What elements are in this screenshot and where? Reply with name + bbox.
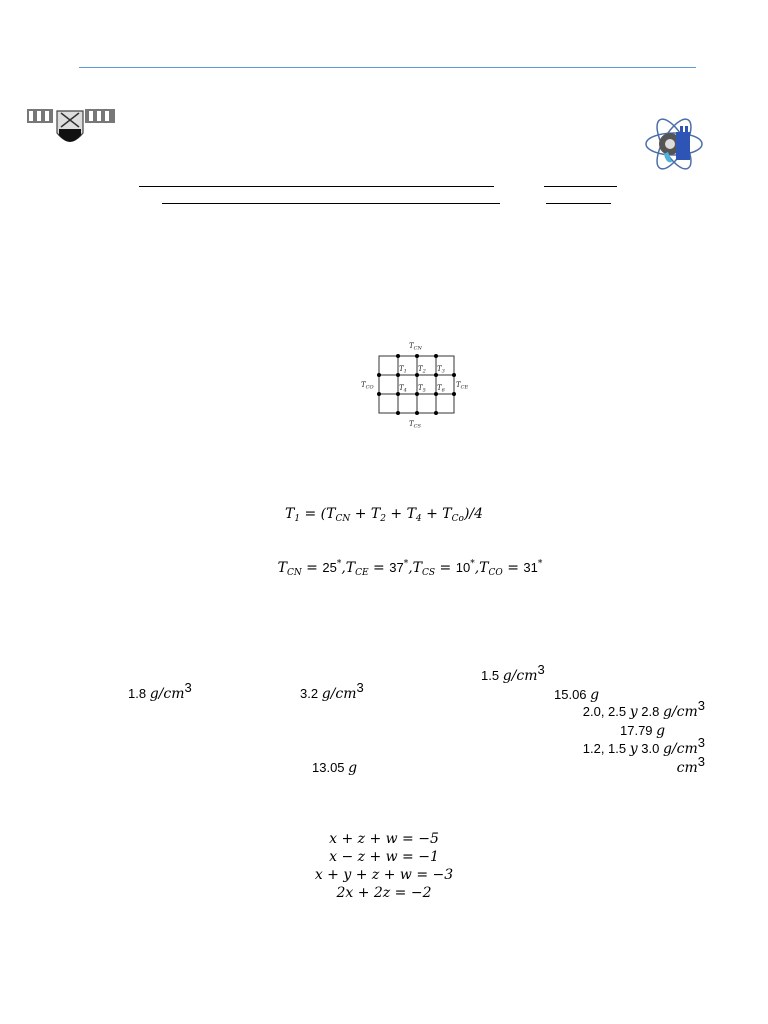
title-blank-line-4 bbox=[546, 203, 611, 204]
equation-system-line-3: x + y + z + w = −3 bbox=[314, 867, 454, 883]
density-value-2: 1.8 $g/cm^3$ bbox=[128, 680, 192, 702]
grid-node-t4: $T_4$ bbox=[399, 384, 407, 394]
grid-node-t5: $T_5$ bbox=[418, 384, 426, 394]
title-blank-line-2 bbox=[544, 186, 617, 187]
boundary-values: $T_{CN} = 25^*,T_{CE} = 37^*,T_{CS} = 10^*,T_{CO} = 31^*$ bbox=[277, 559, 543, 578]
grid-top-label: $T_{CN}$ bbox=[409, 342, 422, 352]
t1-equation: $T_1 = (T_{CN} + T_2 + T_4 + T_{Co})/4$ bbox=[284, 506, 484, 524]
title-blank-line-1 bbox=[139, 186, 494, 187]
volume-unit: $cm^3$ bbox=[676, 754, 705, 776]
mass-value-2: 17.79 g bbox=[620, 723, 666, 739]
left-logo bbox=[25, 105, 117, 151]
grid-right-label: $T_{CE}$ bbox=[456, 381, 469, 391]
density-triple-1: 2.0, 2.5 y 2.8 $g/cm^3$ bbox=[582, 698, 705, 720]
grid-node-t2: $T_2$ bbox=[418, 365, 426, 375]
temperature-grid-figure bbox=[352, 332, 480, 432]
density-triple-2: 1.2, 1.5 y 3.0 $g/cm^3$ bbox=[582, 735, 705, 757]
right-logo bbox=[644, 114, 704, 174]
grid-node-t3: $T_3$ bbox=[437, 365, 445, 375]
header-rule bbox=[79, 67, 696, 68]
density-value-1: 1.5 $g/cm^3$ bbox=[481, 662, 545, 684]
equation-system-line-4: 2x + 2z = −2 bbox=[336, 885, 432, 901]
grid-node-t6: $T_6$ bbox=[437, 384, 445, 394]
density-value-3: 3.2 $g/cm^3$ bbox=[300, 680, 364, 702]
university-seal-icon bbox=[25, 105, 117, 151]
mass-value-3: 13.05 g bbox=[312, 760, 358, 776]
equation-system-line-1: x + z + w = −5 bbox=[329, 831, 439, 847]
title-blank-line-3 bbox=[162, 203, 500, 204]
mass-value-1: 15.06 g bbox=[554, 687, 600, 703]
grid-left-label: $T_{CO}$ bbox=[361, 381, 374, 391]
grid-node-t1: $T_1$ bbox=[399, 365, 407, 375]
grid-bottom-label: $T_{CS}$ bbox=[409, 420, 421, 430]
atom-gear-icon bbox=[644, 114, 704, 174]
equation-system-line-2: x − z + w = −1 bbox=[329, 849, 439, 865]
